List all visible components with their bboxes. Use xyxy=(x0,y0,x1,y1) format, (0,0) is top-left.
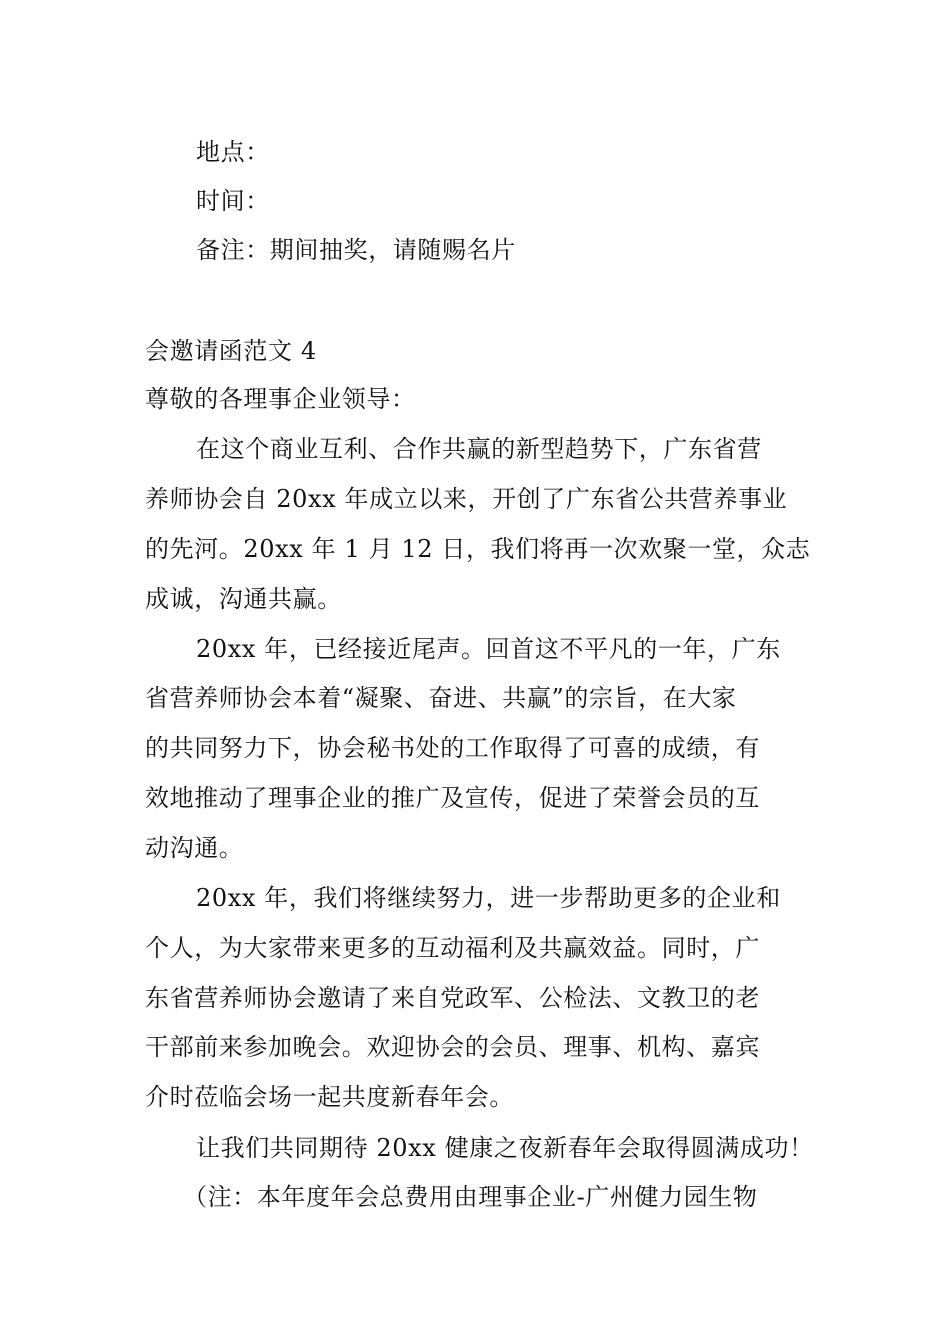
paragraph-1-line-2: 养师协会自 20xx 年成立以来，开创了广东省公共营养事业 xyxy=(145,485,788,513)
paragraph-1-line-1: 在这个商业互利、合作共赢的新型趋势下，广东省营 xyxy=(196,435,762,463)
paragraph-1-line-3: 的先河。20xx 年 1 月 12 日，我们将再一次欢聚一堂，众志 xyxy=(145,535,811,563)
remark-field: 备注：期间抽奖，请随赐名片 xyxy=(196,236,516,264)
paragraph-3-line-5: 介时莅临会场一起共度新春年会。 xyxy=(145,1083,514,1111)
closing-line: 让我们共同期待 20xx 健康之夜新春年会取得圆满成功！ xyxy=(196,1134,814,1162)
paragraph-2-line-5: 动沟通。 xyxy=(145,834,244,862)
paragraph-1-line-4: 成诚，沟通共赢。 xyxy=(145,585,342,613)
paragraph-3-line-4: 干部前来参加晚会。欢迎协会的会员、理事、机构、嘉宾 xyxy=(145,1033,760,1061)
location-field: 地点： xyxy=(196,138,270,166)
paragraph-3-line-1: 20xx 年，我们将继续努力，进一步帮助更多的企业和 xyxy=(196,884,781,912)
note-line: （注：本年度年会总费用由理事企业-广州健力园生物 xyxy=(183,1183,758,1211)
paragraph-2-line-3: 的共同努力下，协会秘书处的工作取得了可喜的成绩，有 xyxy=(145,734,760,762)
section-title: 会邀请函范文 4 xyxy=(145,337,317,365)
salutation: 尊敬的各理事企业领导： xyxy=(145,385,416,413)
paragraph-3-line-3: 东省营养师协会邀请了来自党政军、公检法、文教卫的老 xyxy=(145,984,760,1012)
paragraph-2-line-4: 效地推动了理事企业的推广及宣传，促进了荣誉会员的互 xyxy=(145,784,760,812)
paragraph-3-line-2: 个人，为大家带来更多的互动福利及共赢效益。同时，广 xyxy=(145,934,760,962)
paragraph-2-line-1: 20xx 年，已经接近尾声。回首这不平凡的一年，广东 xyxy=(196,635,781,663)
time-field: 时间： xyxy=(196,187,270,215)
paragraph-2-line-2: 省营养师协会本着“凝聚、奋进、共赢”的宗旨，在大家 xyxy=(145,684,737,712)
